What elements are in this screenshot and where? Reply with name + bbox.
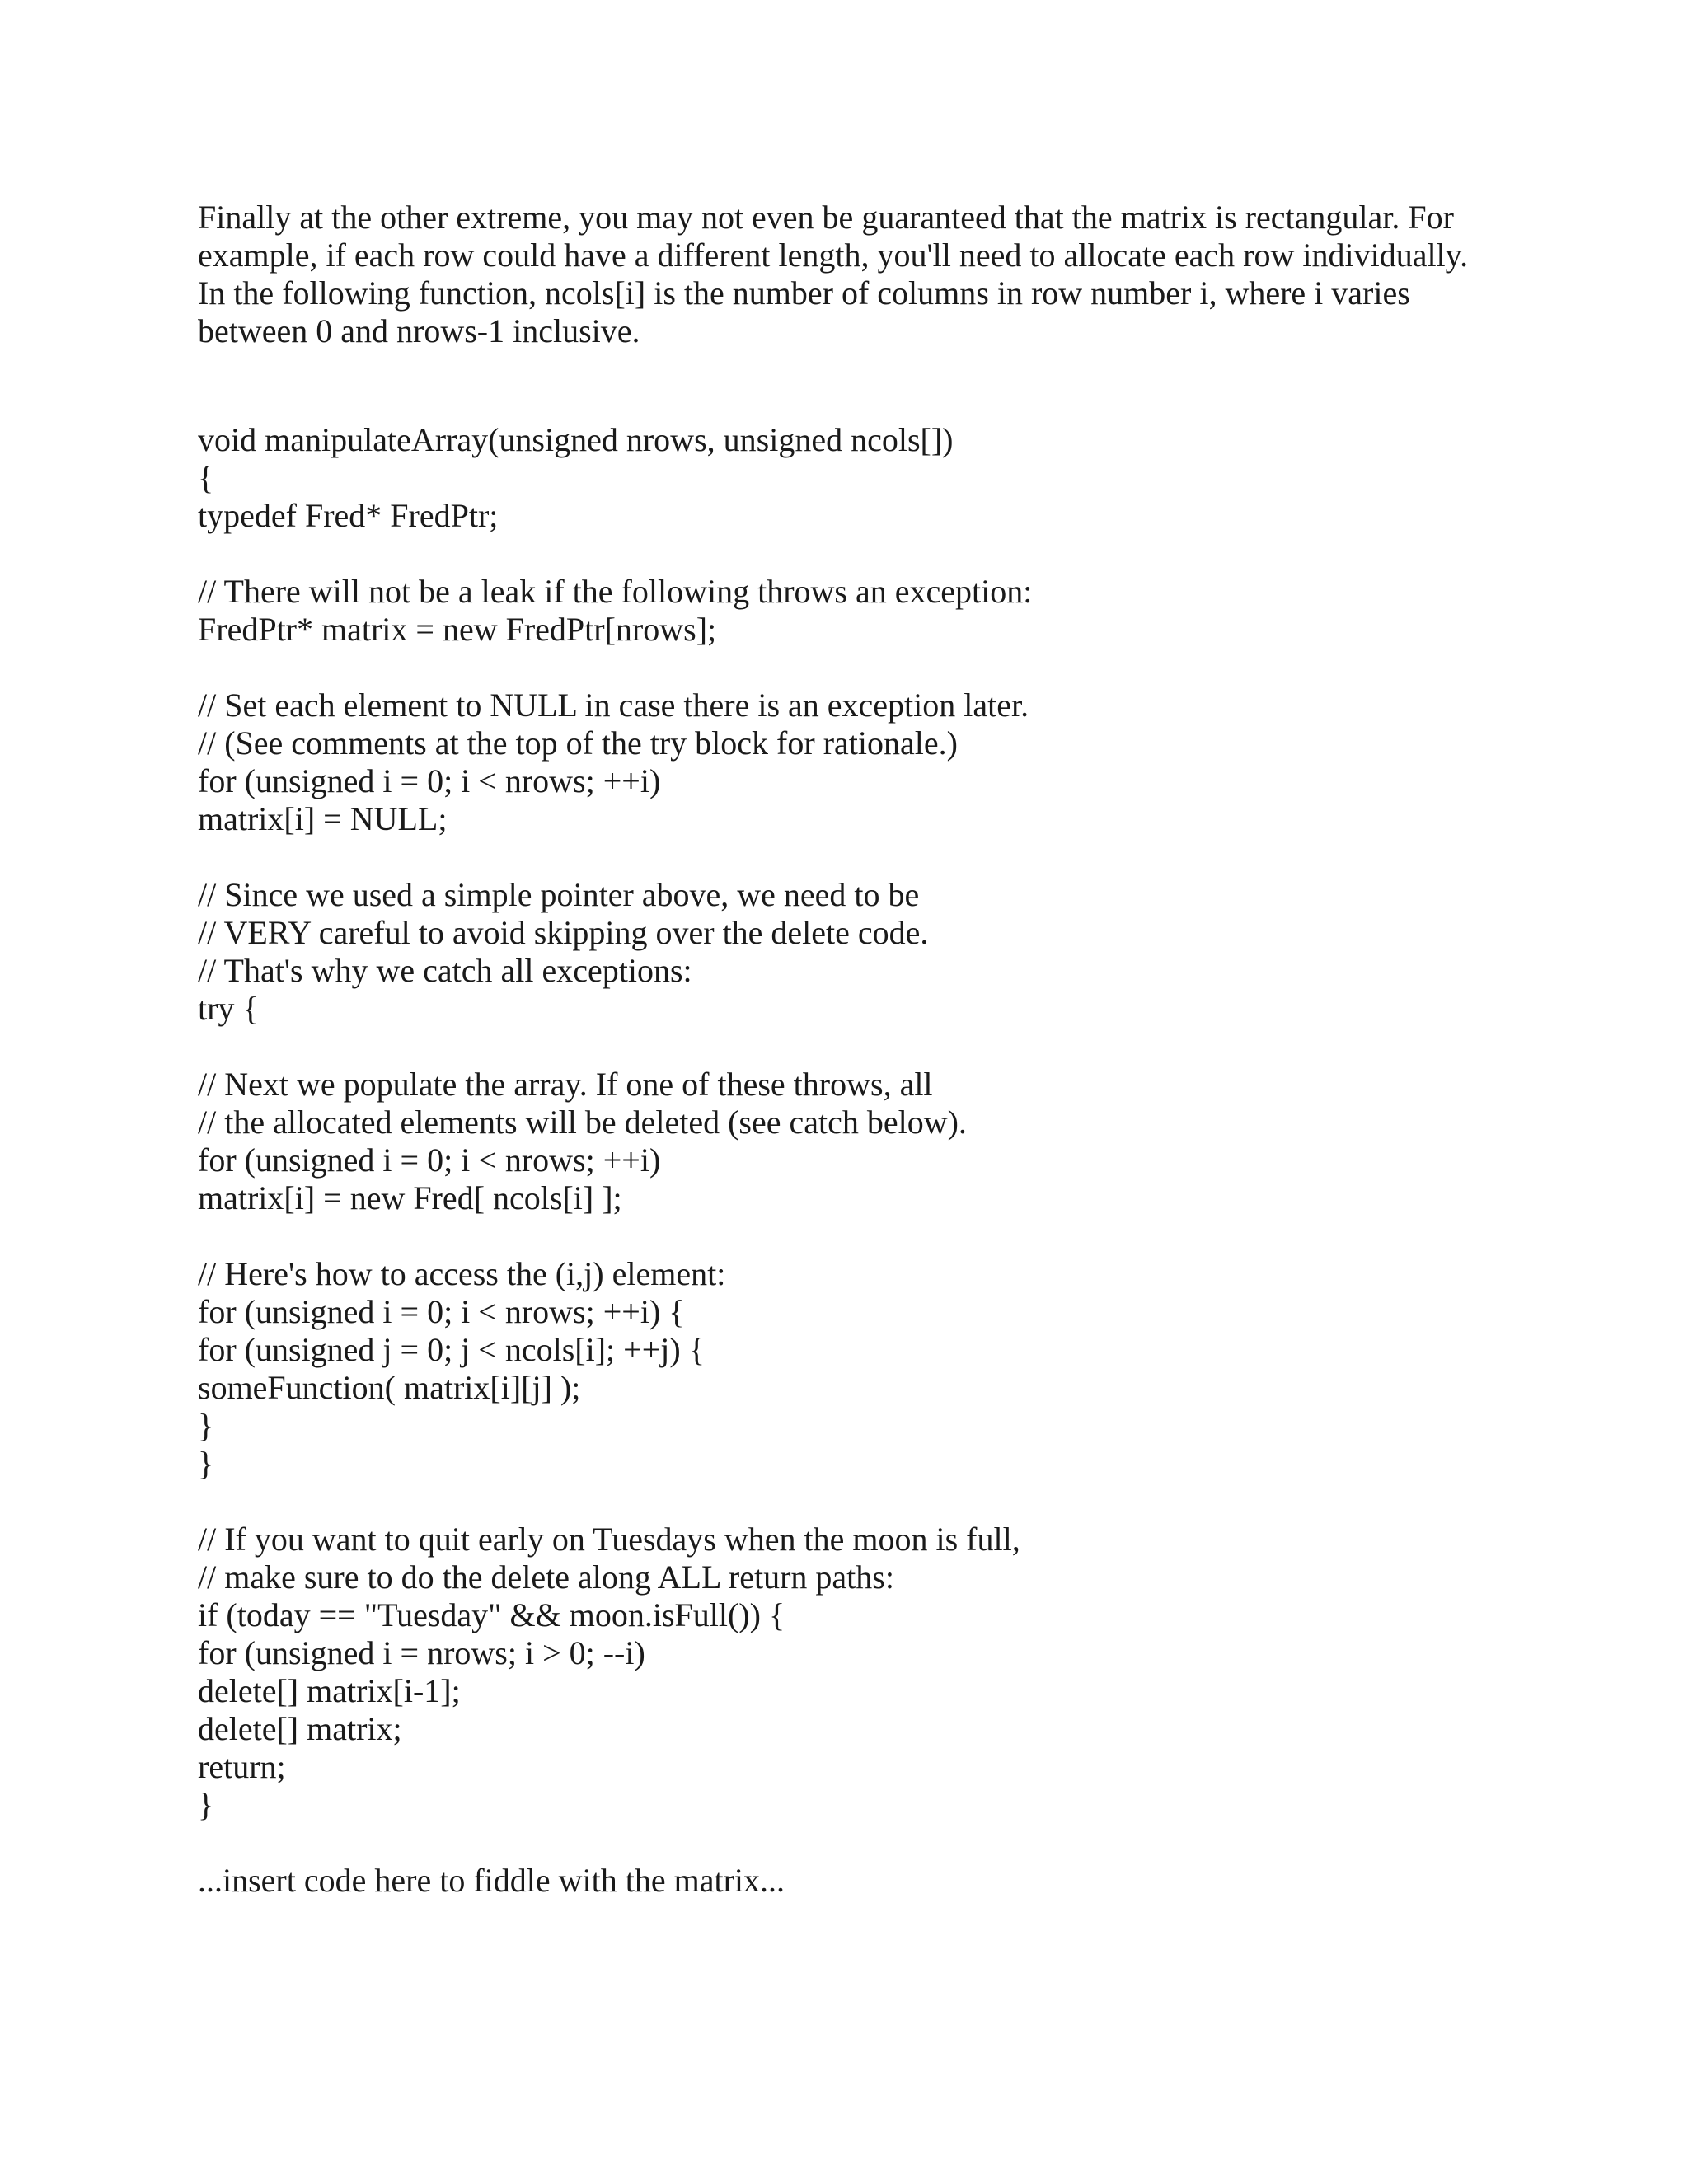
code-line: void manipulateArray(unsigned nrows, unsigned ncols[]) <box>198 421 954 458</box>
code-line: // Since we used a simple pointer above, we need to be <box>198 876 920 913</box>
code-line: delete[] matrix[i-1]; <box>198 1672 461 1709</box>
code-line: for (unsigned i = 0; i < nrows; ++i) <box>198 1141 661 1179</box>
code-line <box>198 1217 1550 1255</box>
code-line: // Set each element to NULL in case there is an exception later. <box>198 687 1029 724</box>
intro-line: between 0 and nrows-1 inclusive. <box>198 312 640 349</box>
code-line: matrix[i] = NULL; <box>198 800 448 837</box>
code-line: typedef Fred* FredPtr; <box>198 497 499 534</box>
code-line: // Here's how to access the (i,j) element: <box>198 1255 726 1292</box>
code-line: } <box>198 1445 214 1482</box>
code-line <box>198 535 1550 573</box>
code-line: for (unsigned i = nrows; i > 0; --i) <box>198 1634 645 1671</box>
code-line: return; <box>198 1748 286 1785</box>
code-line: for (unsigned i = 0; i < nrows; ++i) <box>198 762 661 799</box>
code-line <box>198 1028 1550 1066</box>
code-line: if (today == "Tuesday" && moon.isFull()) { <box>198 1596 785 1633</box>
code-listing <box>198 421 1550 1900</box>
code-line <box>198 1483 1550 1521</box>
code-line: // VERY careful to avoid skipping over the delete code. <box>198 914 929 951</box>
code-line: for (unsigned i = 0; i < nrows; ++i) { <box>198 1293 685 1330</box>
code-line: // That's why we catch all exceptions: <box>198 952 692 989</box>
code-line: // If you want to quit early on Tuesdays when the moon is full, <box>198 1521 1020 1558</box>
code-line: { <box>198 459 214 496</box>
code-line <box>198 649 1550 687</box>
code-line <box>198 1824 1550 1862</box>
intro-paragraph <box>198 199 1550 350</box>
code-line: // (See comments at the top of the try block for rationale.) <box>198 724 958 762</box>
code-line: delete[] matrix; <box>198 1710 402 1747</box>
code-line: FredPtr* matrix = new FredPtr[nrows]; <box>198 611 717 648</box>
code-line: } <box>198 1407 214 1444</box>
code-line: // There will not be a leak if the following throws an exception: <box>198 573 1033 610</box>
intro-line: In the following function, ncols[i] is the number of columns in row number i, where i varies <box>198 274 1410 312</box>
code-line: // make sure to do the delete along ALL return paths: <box>198 1558 894 1596</box>
code-line: // the allocated elements will be deleted (see catch below). <box>198 1104 967 1141</box>
code-line: matrix[i] = new Fred[ ncols[i] ]; <box>198 1179 622 1216</box>
intro-line: Finally at the other extreme, you may not even be guaranteed that the matrix is rectangular. For <box>198 199 1454 236</box>
code-line <box>198 838 1550 876</box>
code-line: someFunction( matrix[i][j] ); <box>198 1369 581 1406</box>
code-line: // Next we populate the array. If one of these throws, all <box>198 1066 933 1103</box>
code-line: ...insert code here to fiddle with the matrix... <box>198 1862 785 1899</box>
code-line: } <box>198 1786 214 1823</box>
code-line: try { <box>198 990 259 1027</box>
code-line: for (unsigned j = 0; j < ncols[i]; ++j) { <box>198 1331 705 1368</box>
intro-line: example, if each row could have a different length, you'll need to allocate each row individually. <box>198 237 1469 274</box>
